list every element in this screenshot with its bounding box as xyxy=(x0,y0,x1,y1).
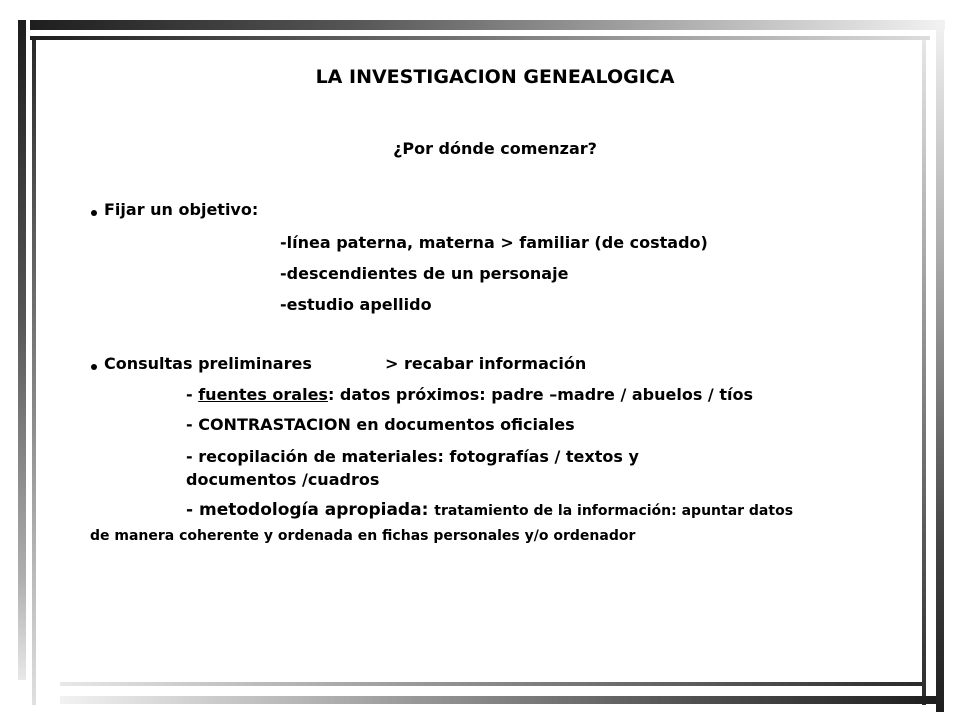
section1-item: -estudio apellido xyxy=(280,295,432,314)
bullet-icon xyxy=(91,210,97,216)
frame-top-bar xyxy=(30,20,945,30)
section2-item-oral-sources xyxy=(186,385,753,404)
underlined-term: fuentes orales xyxy=(198,385,328,404)
slide-title: LA INVESTIGACION GENEALOGICA xyxy=(315,66,675,88)
frame-bottom-bar xyxy=(60,696,936,704)
frame-top-thin-bar xyxy=(30,36,930,40)
bullet-icon xyxy=(91,364,97,370)
section2-item-materials: - recopilación de materiales: fotografías / textos y xyxy=(186,447,639,466)
frame-right-bar xyxy=(936,22,944,712)
section1-item: -descendientes de un personaje xyxy=(280,264,569,283)
item-lead: - metodología apropiada: xyxy=(186,500,435,520)
item-prefix: - xyxy=(186,385,199,404)
section2-heading: Consultas preliminares xyxy=(104,354,312,373)
frame-bottom-thin-bar xyxy=(60,682,922,686)
frame-left-bar xyxy=(18,20,26,680)
section2-heading-target: > recabar información xyxy=(385,354,587,373)
item-detail: tratamiento de la información: apuntar datos xyxy=(434,503,794,519)
section2-item-materials-cont: documentos /cuadros xyxy=(186,470,380,489)
section2-item-methodology xyxy=(186,500,793,520)
item-rest: : datos próximos: padre –madre / abuelos / tíos xyxy=(327,385,753,404)
section2-item-contrast: - CONTRASTACION en documentos oficiales xyxy=(186,415,575,434)
section1-heading: Fijar un objetivo: xyxy=(104,200,259,219)
section2-item-methodology-cont: de manera coherente y ordenada en fichas personales y/o ordenador xyxy=(90,528,636,544)
slide-subtitle: ¿Por dónde comenzar? xyxy=(393,139,597,158)
section1-item: -línea paterna, materna > familiar (de costado) xyxy=(280,233,708,252)
